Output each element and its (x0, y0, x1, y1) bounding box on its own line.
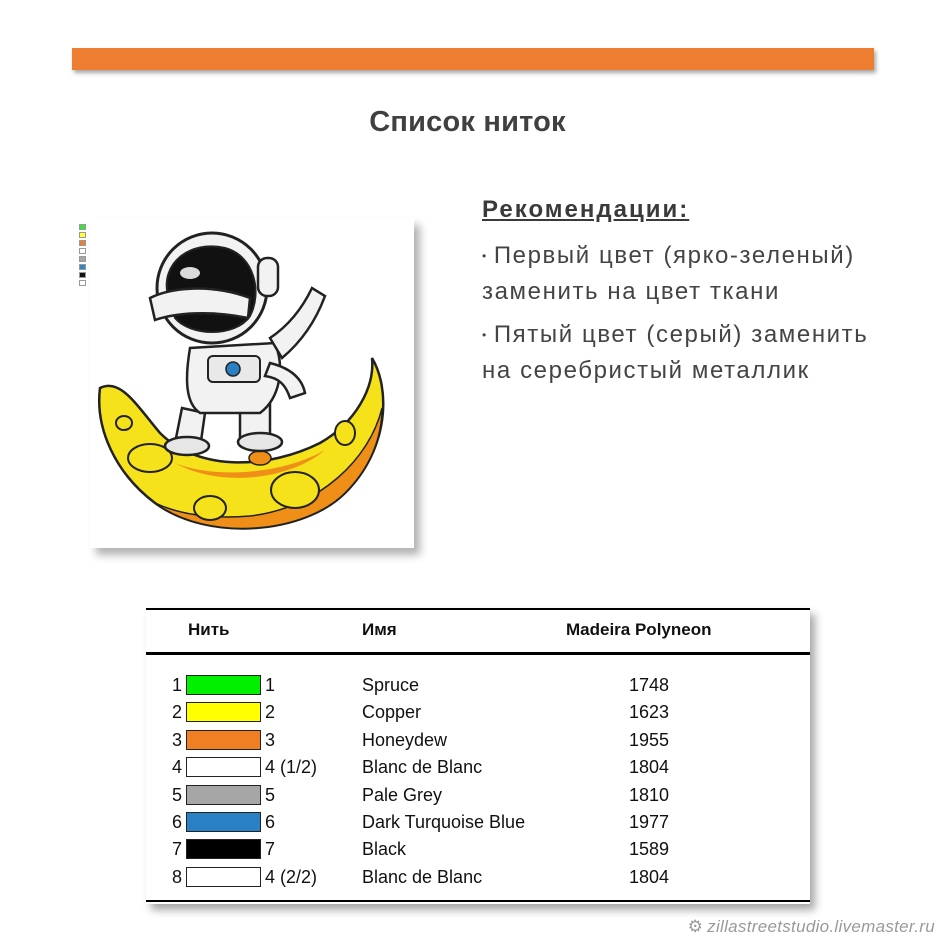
color-swatch (186, 812, 261, 832)
recommendation-text: Пятый цвет (серый) заменить на серебристый металлик (482, 321, 869, 385)
header-thread: Нить (188, 620, 230, 639)
thread-name: Pale Grey (362, 784, 443, 805)
thread-name: Spruce (362, 675, 420, 695)
thread-code: 1 (265, 675, 276, 695)
recommendations (482, 196, 902, 396)
embroidery-preview (90, 218, 414, 548)
color-swatch (186, 730, 261, 750)
thread-code: 2 (265, 702, 276, 723)
thread-number: 1 (171, 675, 182, 695)
table-row (146, 865, 810, 891)
color-swatch (186, 757, 261, 777)
table-row (146, 700, 810, 726)
thread-number: 7 (171, 839, 182, 860)
table-row (146, 783, 810, 809)
madeira-number: 1955 (629, 729, 670, 750)
table-row (146, 728, 810, 754)
thread-number: 4 (171, 757, 182, 778)
mini-swatch (79, 232, 86, 238)
thread-number: 5 (171, 784, 182, 805)
color-swatch (186, 867, 261, 887)
madeira-number: 1748 (629, 675, 670, 695)
table-row (146, 810, 810, 836)
color-swatch (186, 702, 261, 722)
madeira-number: 1589 (629, 839, 670, 860)
table-row (146, 755, 810, 781)
mini-swatch (79, 224, 86, 230)
thread-name: Honeydew (362, 729, 448, 750)
bullet-icon: • (482, 249, 488, 264)
page-title: Список ниток (369, 106, 566, 138)
madeira-number: 1977 (629, 812, 670, 832)
color-swatch (186, 839, 261, 859)
color-swatch (186, 675, 261, 695)
header-madeira: Madeira Polyneon (566, 620, 712, 639)
bullet-icon: • (482, 328, 488, 343)
thread-code: 4 (1/2) (265, 757, 318, 778)
thread-name: Dark Turquoise Blue (362, 812, 526, 832)
madeira-number: 1623 (629, 702, 670, 723)
thread-table (146, 608, 810, 904)
thread-code: 5 (265, 784, 276, 805)
recommendation-text: Первый цвет (ярко-зеленый) заменить на цвет ткани (482, 242, 855, 306)
watermark (688, 917, 935, 937)
accent-bar (72, 48, 874, 70)
madeira-number: 1804 (629, 757, 670, 778)
table-rule-top (146, 608, 810, 610)
thread-name: Blanc de Blanc (362, 757, 483, 778)
mini-swatch (79, 264, 86, 270)
thread-number: 2 (171, 702, 182, 723)
watermark-text: zillastreetstudio.livemaster.ru (707, 917, 935, 936)
mini-swatch (79, 240, 86, 246)
astronaut-moon-illustration (90, 218, 414, 548)
recommendation-item (482, 238, 902, 309)
color-swatch (186, 785, 261, 805)
recommendation-item (482, 317, 902, 388)
thread-number: 3 (171, 729, 182, 750)
thread-code: 4 (2/2) (265, 866, 318, 887)
table-row (146, 673, 810, 699)
mini-swatch (79, 280, 86, 286)
gear-icon: ⚙ (687, 917, 704, 936)
header-name: Имя (362, 620, 397, 639)
table-row (146, 837, 810, 863)
thread-name: Blanc de Blanc (362, 866, 483, 887)
mini-swatch (79, 256, 86, 262)
recommendations-heading: Рекомендации: (482, 196, 690, 223)
thread-code: 3 (265, 729, 276, 750)
mini-swatch (79, 272, 86, 278)
thread-code: 6 (265, 812, 276, 832)
thread-name: Black (362, 839, 407, 860)
mini-palette (79, 224, 87, 288)
thread-number: 6 (171, 812, 182, 832)
madeira-number: 1804 (629, 866, 670, 887)
mini-swatch (79, 248, 86, 254)
table-rule-bottom (146, 900, 810, 902)
thread-code: 7 (265, 839, 276, 860)
madeira-number: 1810 (629, 784, 670, 805)
table-rule-header (146, 652, 810, 655)
thread-name: Copper (362, 702, 422, 723)
thread-number: 8 (171, 866, 182, 887)
